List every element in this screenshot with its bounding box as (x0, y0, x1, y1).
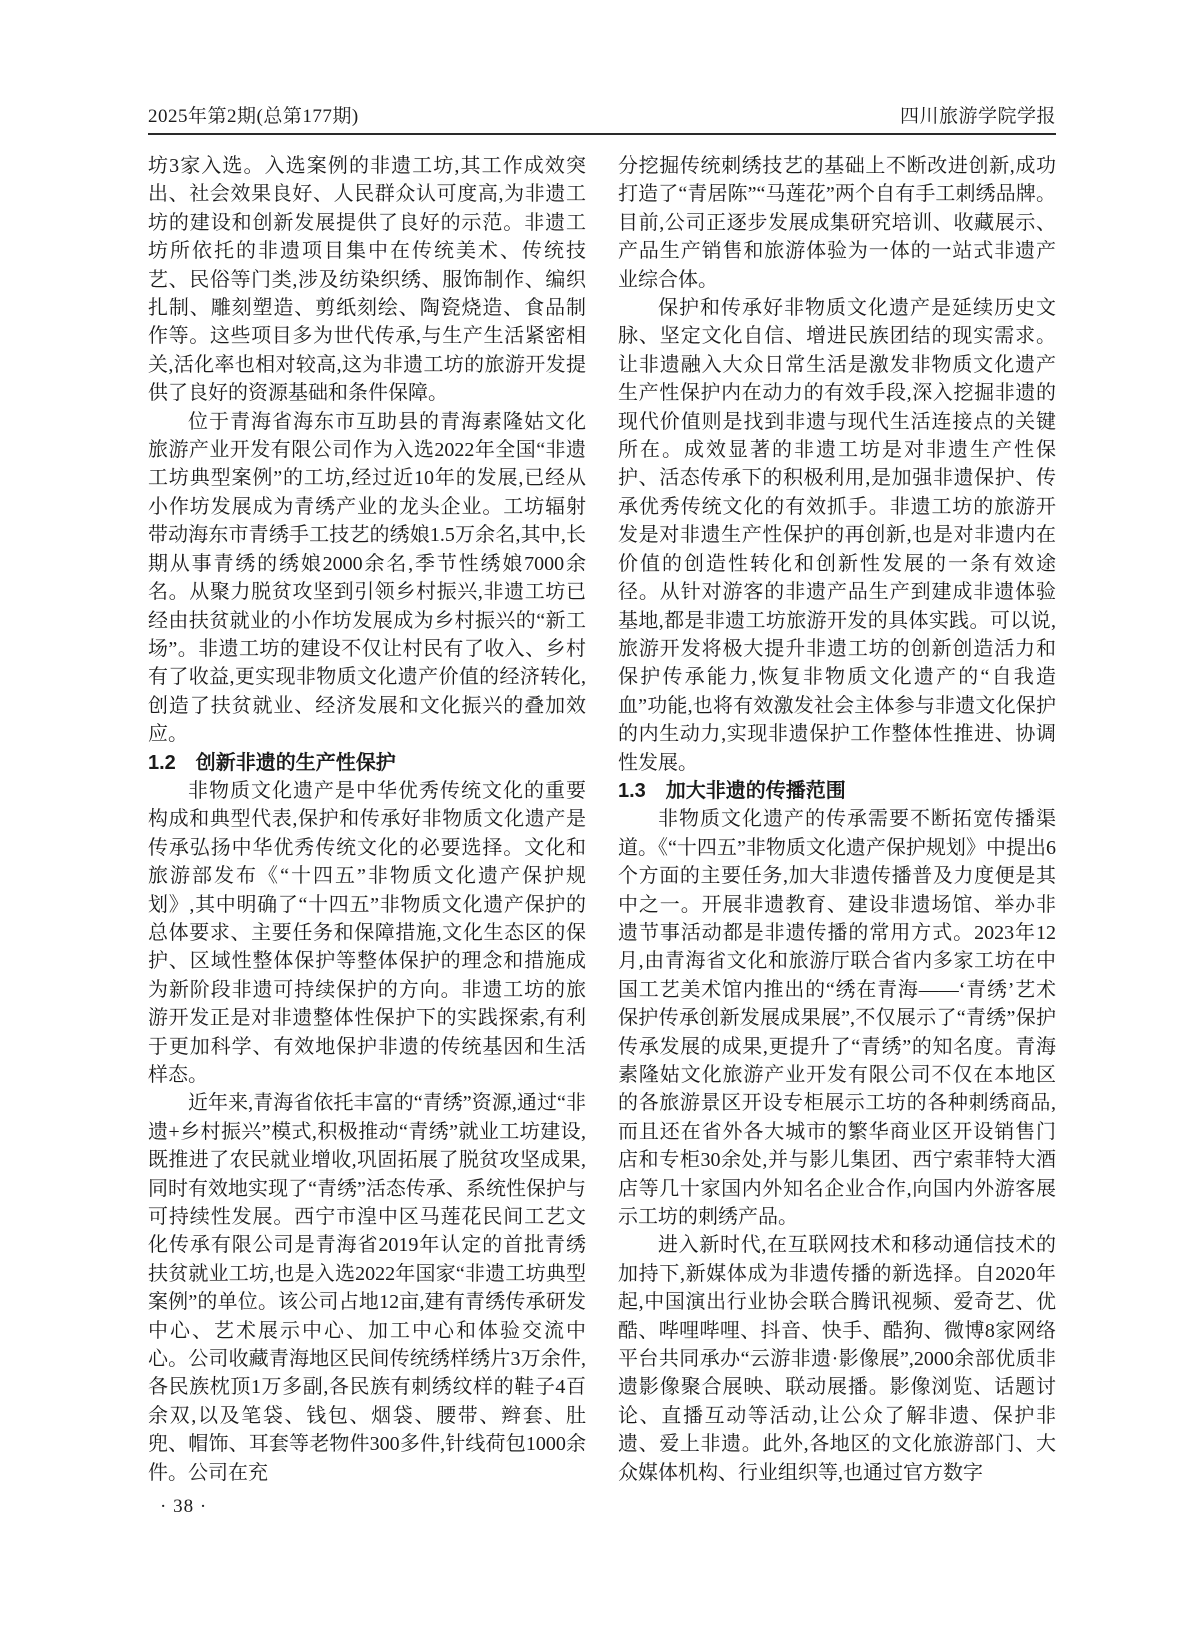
paragraph: 进入新时代,在互联网技术和移动通信技术的加持下,新媒体成为非遗传播的新选择。自2020年起,中国演出行业协会联合腾讯视频、爱奇艺、优酷、哔哩哔哩、抖音、快手、酷狗、微博8家网络平台共同承办“云游非遗·影像展”,2000余部优质非遗影像聚合展映、联动展播。影像浏览、话题讨论、直播互动等活动,让公众了解非遗、保护非遗、爱上非遗。此外,各地区的文化旅游部门、大众媒体机构、行业组织等,也通过官方数字 (618, 1234, 1056, 1484)
paragraph: 非物质文化遗产是中华优秀传统文化的重要构成和典型代表,保护和传承好非物质文化遗产是传承弘扬中华优秀传统文化的必要选择。文化和旅游部发布《“十四五”非物质文化遗产保护规划》,其中明确了“十四五”非物质文化遗产保护的总体要求、主要任务和保障措施,文化生态区的保护、区域性整体保护等整体保护的理念和措施成为新阶段非遗可持续保护的方向。非遗工坊的旅游开发正是对非遗整体性保护下的实践探索,有利于更加科学、有效地保护非遗的传统基因和生活样态。 (148, 779, 586, 1086)
page-number: · 38 · (160, 1496, 208, 1517)
right-column (618, 152, 1056, 1487)
issue-info: 2025年第2期(总第177期) (148, 106, 359, 127)
article-body (148, 152, 1056, 1487)
paragraph: 位于青海省海东市互助县的青海素隆姑文化旅游产业开发有限公司作为入选2022年全国“非遗工坊典型案例”的工坊,经过近10年的发展,已经从小作坊发展成为青绣产业的龙头企业。工坊辐射带动海东市青绣手工技艺的绣娘1.5万余名,其中,长期从事青绣的绣娘2000余名,季节性绣娘7000余名。从聚力脱贫攻坚到引领乡村振兴,非遗工坊已经由扶贫就业的小作坊发展成为乡村振兴的“新工场”。非遗工坊的建设不仅让村民有了收入、乡村有了收益,更实现非物质文化遗产价值的经济转化,创造了扶贫就业、经济发展和文化振兴的叠加效应。 (148, 410, 586, 746)
journal-name: 四川旅游学院学报 (899, 106, 1056, 127)
left-column (148, 152, 586, 1487)
page-header (148, 101, 1056, 128)
paragraph: 近年来,青海省依托丰富的“青绣”资源,通过“非遗+乡村振兴”模式,积极推动“青绣”就业工坊建设,既推进了农民就业增收,巩固拓展了脱贫攻坚成果,同时有效地实现了“青绣”活态传承、系统性保护与可持续性发展。西宁市湟中区马莲花民间工艺文化传承有限公司是青海省2019年认定的首批青绣扶贫就业工坊,也是入选2022年国家“非遗工坊典型案例”的单位。该公司占地12亩,建有青绣传承研发中心、艺术展示中心、加工中心和体验交流中心。公司收藏青海地区民间传统绣样绣片3万余件,各民族枕顶1万多副,各民族有刺绣纹样的鞋子4百余双,以及笔袋、钱包、烟袋、腰带、辫套、肚兜、帽饰、耳套等老物件300多件,针线荷包1000余件。公司在充 (148, 1092, 586, 1484)
paragraph: 保护和传承好非物质文化遗产是延续历史文脉、坚定文化自信、增进民族团结的现实需求。让非遗融入大众日常生活是激发非物质文化遗产生产性保护内在动力的有效手段,深入挖掘非遗的现代价值则是找到非遗与现代生活连接点的关键所在。成效显著的非遗工坊是对非遗生产性保护、活态传承下的积极利用,是加强非遗保护、传承优秀传统文化的有效抓手。非遗工坊的旅游开发是对非遗生产性保护的再创新,也是对非遗内在价值的创造性转化和创新性发展的一条有效途径。从针对游客的非遗产品生产到建成非遗体验基地,都是非遗工坊旅游开发的具体实践。可以说,旅游开发将极大提升非遗工坊的创新创造活力和保护传承能力,恢复非物质文化遗产的“自我造血”功能,也将有效激发社会主体参与非遗文化保护的内生动力,实现非遗保护工作整体性推进、协调性发展。 (618, 297, 1056, 774)
paragraph: 坊3家入选。入选案例的非遗工坊,其工作成效突出、社会效果良好、人民群众认可度高,为非遗工坊的建设和创新发展提供了良好的示范。非遗工坊所依托的非遗项目集中在传统美术、传统技艺、民俗等门类,涉及纺染织绣、服饰制作、编织扎制、雕刻塑造、剪纸刻绘、陶瓷烧造、食品制作等。这些项目多为世代传承,与生产生活紧密相关,活化率也相对较高,这为非遗工坊的旅游开发提供了良好的资源基础和条件保障。 (148, 155, 586, 405)
paragraph: 分挖掘传统刺绣技艺的基础上不断改进创新,成功打造了“青居陈”“马莲花”两个自有手工刺绣品牌。目前,公司正逐步发展成集研究培训、收藏展示、产品生产销售和旅游体验为一体的一站式非遗产业综合体。 (618, 155, 1056, 291)
paragraph: 非物质文化遗产的传承需要不断拓宽传播渠道。《“十四五”非物质文化遗产保护规划》中提出6个方面的主要任务,加大非遗传播普及力度便是其中之一。开展非遗教育、建设非遗场馆、举办非遗节事活动都是非遗传播的常用方式。2023年12月,由青海省文化和旅游厅联合省内多家工坊在中国工艺美术馆内推出的“绣在青海——‘青绣’艺术保护传承创新发展成果展”,不仅展示了“青绣”保护传承发展的成果,更提升了“青绣”的知名度。青海素隆姑文化旅游产业开发有限公司不仅在本地区的各旅游景区开设专柜展示工坊的各种刺绣商品,而且还在省外各大城市的繁华商业区开设销售门店和专柜30余处,并与影儿集团、西宁索菲特大酒店等几十家国内外知名企业合作,向国内外游客展示工坊的刺绣产品。 (618, 808, 1056, 1229)
section-heading-1-2: 1.2 创新非遗的生产性保护 (148, 751, 396, 774)
section-heading-1-3: 1.3 加大非遗的传播范围 (618, 779, 846, 802)
header-divider (148, 133, 1056, 135)
